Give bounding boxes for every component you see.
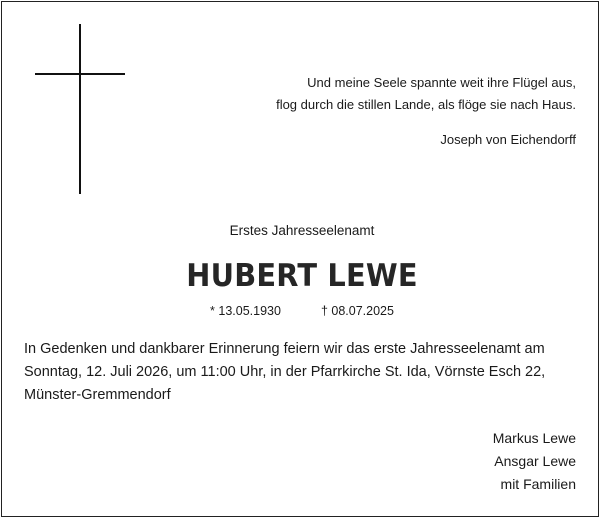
quote-line: flog durch die stillen Lande, als flöge sie nach Haus.	[276, 97, 576, 112]
announcement-text	[24, 338, 584, 407]
cross-icon	[79, 24, 81, 194]
deceased-name: HUBERT LEWE	[186, 258, 418, 294]
poem-quote	[276, 72, 576, 116]
obituary-notice	[1, 1, 599, 517]
signer: Markus Lewe	[492, 430, 576, 446]
life-dates	[2, 304, 600, 318]
birth-date: * 13.05.1930	[210, 304, 281, 318]
quote-author: Joseph von Eichendorff	[440, 132, 576, 147]
announcement-line: In Gedenken und dankbarer Erinnerung feiern wir das erste Jahresseelenamt am	[24, 341, 545, 357]
occasion-title: Erstes Jahresseelenamt	[229, 223, 375, 238]
announcement-line: Sonntag, 12. Juli 2026, um 11:00 Uhr, in der Pfarrkirche St. Ida, Vörnste Esch 22,	[24, 364, 546, 380]
death-date: † 08.07.2025	[320, 304, 394, 318]
signer: Ansgar Lewe	[494, 453, 576, 469]
announcement-line: Münster-Gremmendorf	[24, 387, 171, 403]
signer: mit Familien	[500, 476, 576, 492]
quote-line: Und meine Seele spannte weit ihre Flügel aus,	[307, 75, 576, 90]
signers	[493, 427, 576, 496]
cross-icon-crossbar	[35, 73, 125, 75]
